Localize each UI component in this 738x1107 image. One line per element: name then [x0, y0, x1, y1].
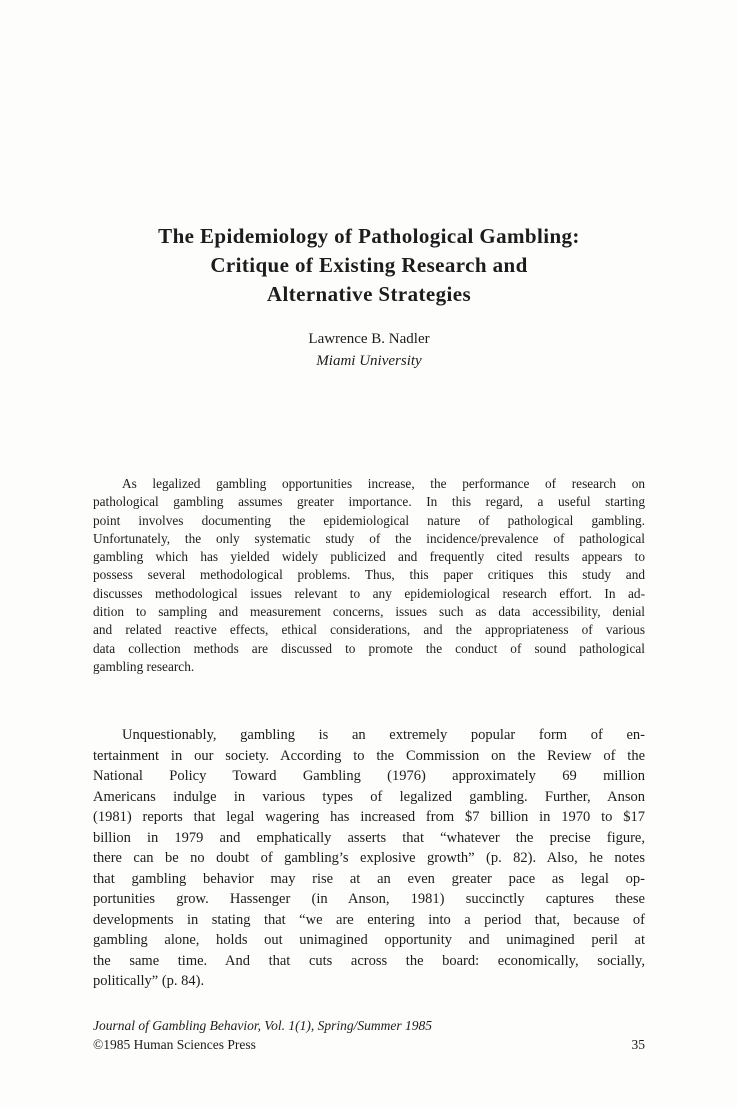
- abstract-line: point involves documenting the epidemiological nature of pathological gambling.: [93, 512, 645, 528]
- body-line: developments in stating that “we are entering into a period that, because of: [93, 911, 645, 928]
- abstract-line: gambling which has yielded widely publicized and frequently cited results appears to: [93, 549, 645, 565]
- abstract-line: dition to sampling and measurement concerns, issues such as data accessibility, denial: [93, 604, 645, 620]
- body-line: gambling alone, holds out unimagined opportunity and unimagined peril at: [93, 932, 645, 948]
- body-line: the same time. And that cuts across the board: economically, socially,: [93, 952, 645, 969]
- body-line: portunities grow. Hassenger (in Anson, 1981) succinctly captures these: [93, 891, 645, 907]
- body-paragraph: [93, 725, 645, 992]
- body-line: (1981) reports that legal wagering has increased from $7 billion in 1970 to $17: [93, 809, 645, 825]
- body-line: tertainment in our society. According to the Commission on the Review of the: [93, 747, 645, 764]
- article-title-line: The Epidemiology of Pathological Gambling:: [158, 224, 580, 248]
- article-title-line: Alternative Strategies: [266, 282, 472, 306]
- copyright-notice: ©1985 Human Sciences Press: [93, 1037, 256, 1052]
- body-line: there can be no doubt of gambling’s explosive growth” (p. 82). Also, he notes: [93, 850, 645, 866]
- abstract-line: As legalized gambling opportunities increase, the performance of research on: [122, 476, 645, 491]
- abstract-line: discusses methodological issues relevant to any epidemiological research effort. In ad-: [93, 585, 645, 601]
- body-line: that gambling behavior may rise at an even greater pace as legal op-: [93, 870, 645, 887]
- abstract-line: Unfortunately, the only systematic study of the incidence/prevalence of pathological: [93, 530, 645, 546]
- body-line: Unquestionably, gambling is an extremely popular form of en-: [122, 727, 645, 743]
- abstract-line: gambling research.: [93, 658, 195, 674]
- body-line: National Policy Toward Gambling (1976) approximately 69 million: [93, 768, 645, 784]
- article-title-line: Critique of Existing Research and: [210, 253, 528, 277]
- author-block: [93, 328, 645, 372]
- page-number: 35: [631, 1037, 645, 1052]
- body-line: Americans indulge in various types of legalized gambling. Further, Anson: [93, 788, 645, 805]
- article-title: [93, 222, 645, 309]
- journal-citation: Journal of Gambling Behavior, Vol. 1(1), Spring/Summer 1985: [93, 1018, 432, 1033]
- author-name: Lawrence B. Nadler: [308, 331, 430, 347]
- abstract-line: data collection methods are discussed to promote the conduct of sound pathological: [93, 640, 645, 656]
- body-line: billion in 1979 and emphatically asserts that “whatever the precise figure,: [93, 829, 645, 846]
- abstract-line: and related reactive effects, ethical considerations, and the appropriateness of various: [93, 622, 645, 638]
- body-line: politically” (p. 84).: [93, 973, 205, 989]
- abstract-line: pathological gambling assumes greater importance. In this regard, a useful starting: [93, 494, 645, 510]
- abstract: [93, 475, 645, 676]
- abstract-line: possess several methodological problems. Thus, this paper critiques this study and: [93, 567, 645, 583]
- author-affiliation: Miami University: [316, 353, 422, 369]
- page-footer: [93, 1016, 645, 1054]
